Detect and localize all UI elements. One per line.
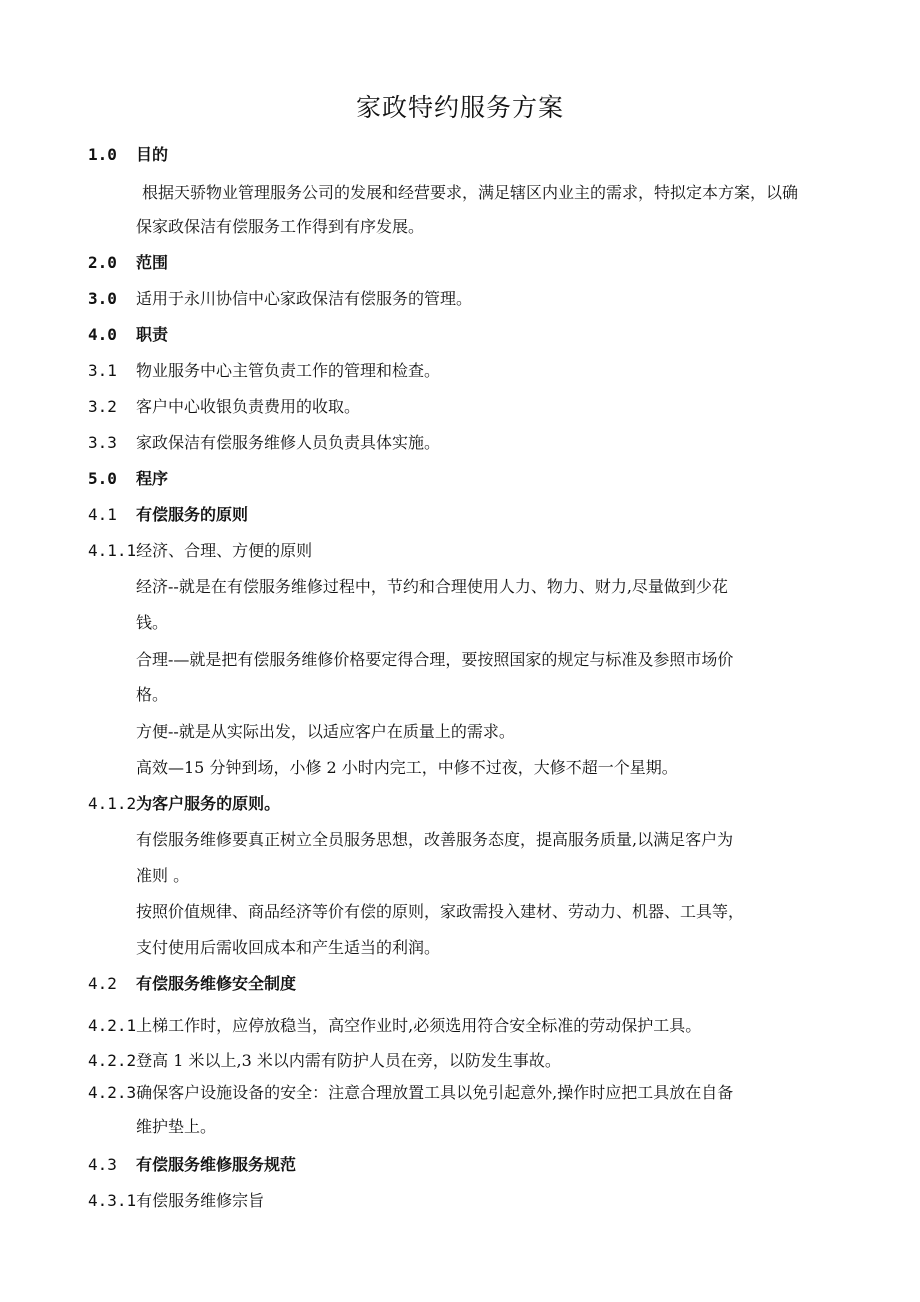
paragraph-line: 格。 <box>136 685 169 704</box>
section-line: 4.1.2为客户服务的原则。 <box>88 794 281 813</box>
paragraph-line: 钱。 <box>136 613 169 632</box>
section-line: 4.3 有偿服务维修服务规范 <box>88 1155 297 1174</box>
section-line: 4.1.1经济、合理、方便的原则 <box>88 541 313 560</box>
paragraph-line: 方便--就是从实际出发，以适应客户在质量上的需求。 <box>136 722 515 741</box>
section-heading: 5.0 程序 <box>88 469 169 488</box>
page-title: 家政特约服务方案 <box>355 93 564 122</box>
section-line: 3.2 客户中心收银负责费用的收取。 <box>88 397 361 416</box>
section-line: 4.2.1上梯工作时，应停放稳当，高空作业时,必须选用符合安全标准的劳动保护工具。 <box>88 1016 702 1035</box>
paragraph-line: 经济--就是在有偿服务维修过程中，节约和合理使用人力、物力、财力,尽量做到少花 <box>136 577 728 596</box>
section-line: 3.1 物业服务中心主管负责工作的管理和检查。 <box>88 361 441 380</box>
paragraph-line: 支付使用后需收回成本和产生适当的利润。 <box>136 938 441 957</box>
section-line: 4.2 有偿服务维修安全制度 <box>88 974 297 993</box>
paragraph-line: 按照价值规律、商品经济等价有偿的原则，家政需投入建材、劳动力、机器、工具等， <box>136 902 745 921</box>
section-line: 4.2.3确保客户设施设备的安全：注意合理放置工具以免引起意外,操作时应把工具放在自备 <box>88 1083 734 1102</box>
section-line: 3.3 家政保洁有偿服务维修人员负责具体实施。 <box>88 433 441 452</box>
paragraph-line: 保家政保洁有偿服务工作得到有序发展。 <box>136 217 425 236</box>
paragraph-line: 根据天骄物业管理服务公司的发展和经营要求，满足辖区内业主的需求，特拟定本方案，以确 <box>142 183 799 202</box>
paragraph-line: 维护垫上。 <box>136 1117 217 1136</box>
section-line: 3.0 适用于永川协信中心家政保洁有偿服务的管理。 <box>88 289 473 308</box>
section-heading: 4.0 职责 <box>88 325 169 344</box>
paragraph-line: 合理-—就是把有偿服务维修价格要定得合理，要按照国家的规定与标准及参照市场价 <box>136 650 734 669</box>
paragraph-line: 有偿服务维修要真正树立全员服务思想，改善服务态度，提高服务质量,以满足客户为 <box>136 830 734 849</box>
paragraph-line: 高效—15 分钟到场，小修 2 小时内完工，中修不过夜，大修不超一个星期。 <box>136 758 678 777</box>
section-line: 4.2.2登高 1 米以上,3 米以内需有防护人员在旁，以防发生事故。 <box>88 1051 561 1070</box>
paragraph-line: 准则 。 <box>136 866 190 885</box>
section-heading: 2.0 范围 <box>88 253 169 272</box>
section-heading: 1.0 目的 <box>88 145 169 164</box>
section-line: 4.3.1有偿服务维修宗旨 <box>88 1191 265 1210</box>
section-line: 4.1 有偿服务的原则 <box>88 505 249 524</box>
